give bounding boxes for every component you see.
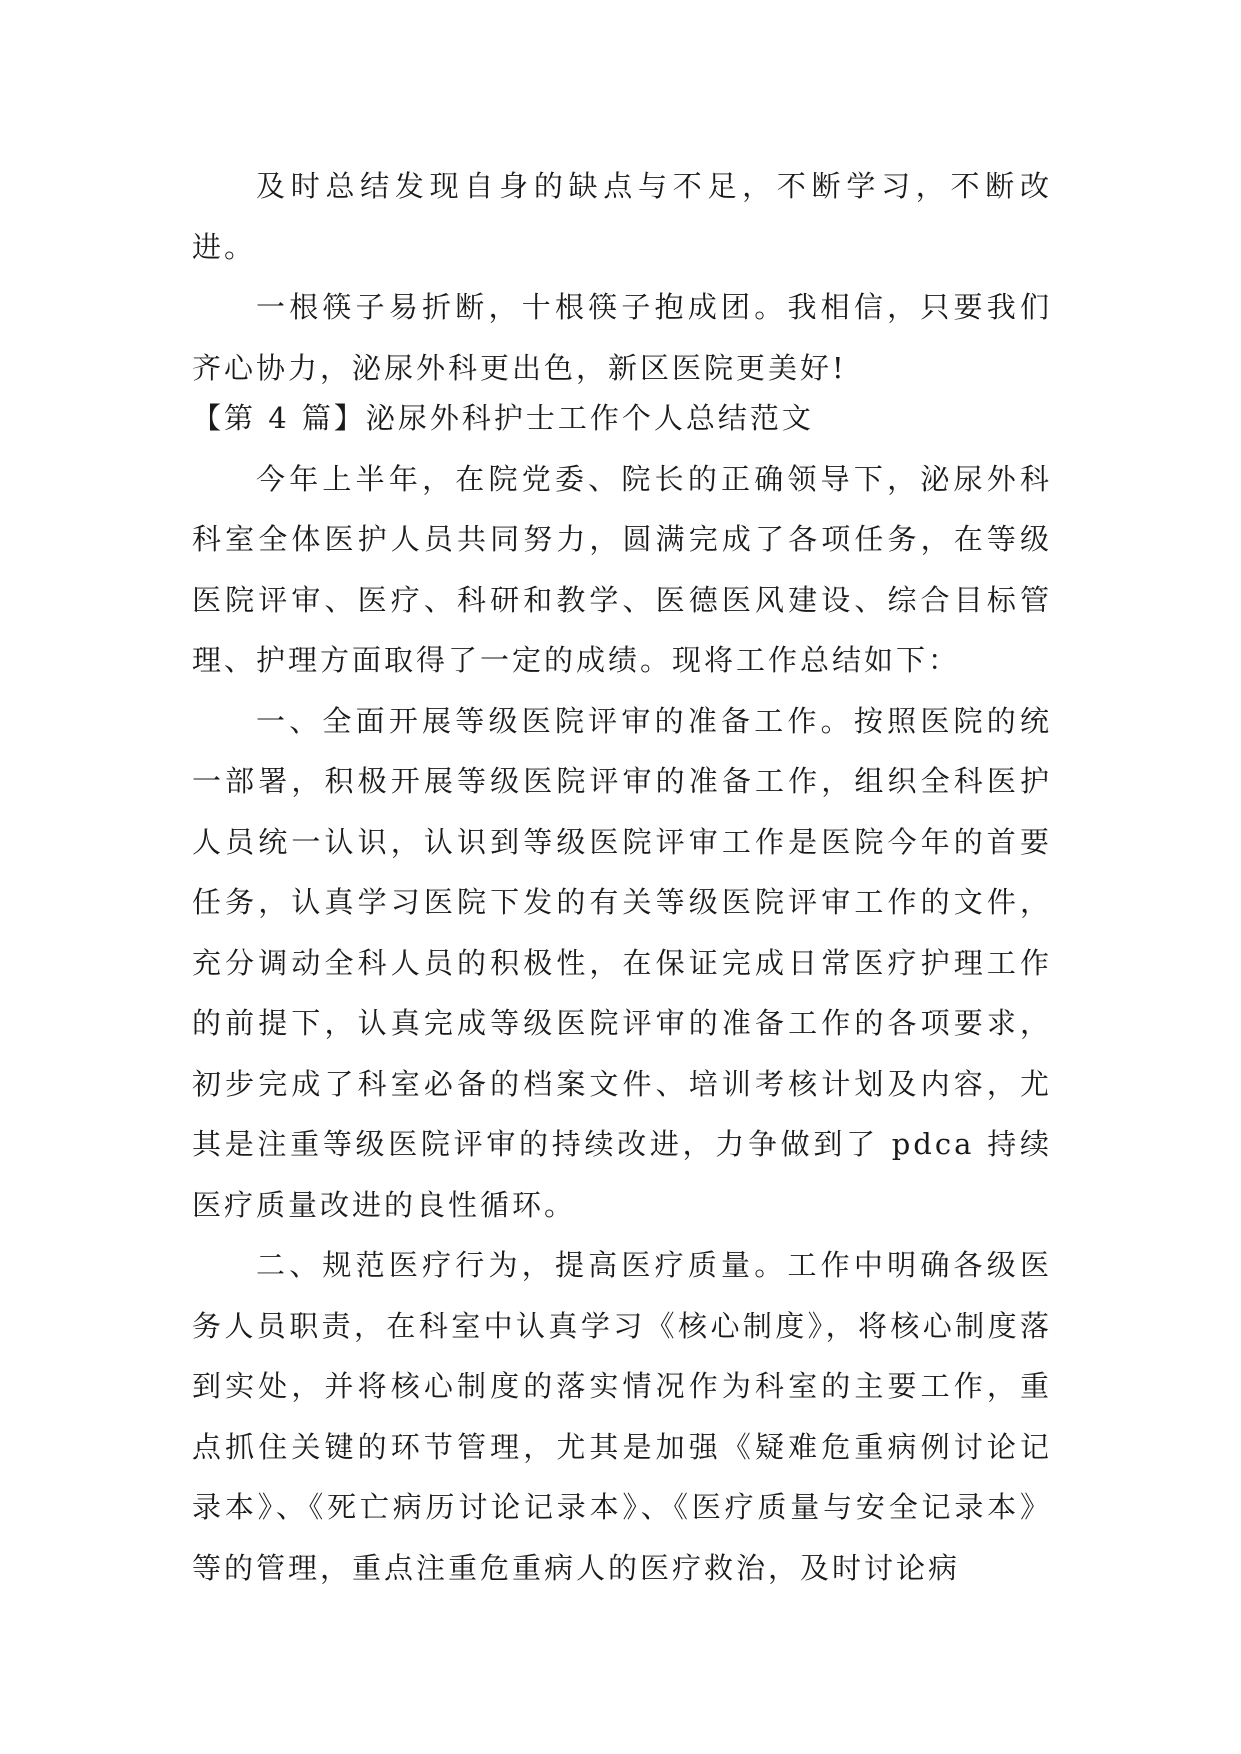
- continuation-text: [192, 156, 1052, 398]
- article-heading: 【第 4 篇】泌尿外科护士工作个人总结范文: [192, 401, 814, 435]
- paragraph: 一根筷子易折断，十根筷子抱成团。我相信，只要我们齐心协力，泌尿外科更出色，新区医院更美好!: [192, 290, 1052, 385]
- paragraph: 一、全面开展等级医院评审的准备工作。按照医院的统一部署，积极开展等级医院评审的准备工作，组织全科医护人员统一认识，认识到等级医院评审工作是医院今年的首要任务，认真学习医院下发的有关等级医院评审工作的文件，充分调动全科人员的积极性，在保证完成日常医疗护理工作的前提下，认真完成等级医院评审的准备工作的各项要求，初步完成了科室必备的档案文件、培训考核计划及内容，尤其是注重等级医院评审的持续改进，力争做到了 pdca 持续医疗质量改进的良性循环。: [192, 703, 1052, 1222]
- article-section: [192, 388, 1052, 1598]
- paragraph: 二、规范医疗行为，提高医疗质量。工作中明确各级医务人员职责，在科室中认真学习《核心制度》，将核心制度落到实处，并将核心制度的落实情况作为科室的主要工作，重点抓住关键的环节管理，尤其是加强《疑难危重病例讨论记录本》、《死亡病历讨论记录本》、《医疗质量与安全记录本》等的管理，重点注重危重病人的医疗救治，及时讨论病: [192, 1248, 1052, 1585]
- paragraph: 今年上半年，在院党委、院长的正确领导下，泌尿外科科室全体医护人员共同努力，圆满完成了各项任务，在等级医院评审、医疗、科研和教学、医德医风建设、综合目标管理、护理方面取得了一定的成绩。现将工作总结如下：: [192, 461, 1052, 677]
- paragraph: 及时总结发现自身的缺点与不足，不断学习，不断改进。: [192, 169, 1052, 264]
